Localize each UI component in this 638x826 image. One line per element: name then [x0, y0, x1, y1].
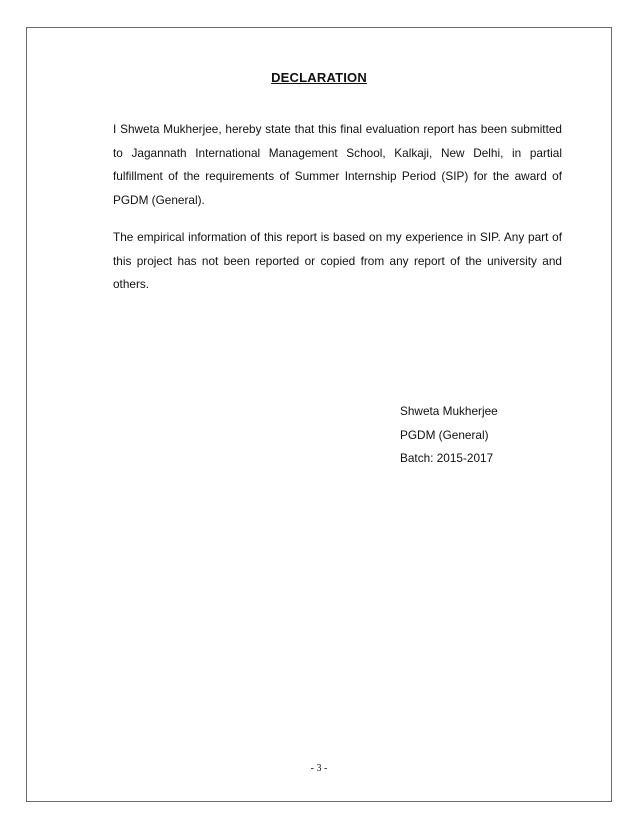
declaration-paragraph-1: I Shweta Mukherjee, hereby state that this final evaluation report has been submitted to Jagannath International Management School, Kalkaji, New Delhi, in partial fulfillment of the requirements of Summer Internship Period (SIP) for the award of PGDM (General). [113, 122, 562, 207]
page-number: - 3 - [310, 763, 328, 774]
signatory-program: PGDM (General) [400, 427, 489, 442]
signatory-batch: Batch: 2015-2017 [400, 451, 494, 465]
declaration-paragraph-2: The empirical information of this report is based on my experience in SIP. Any part of this project has not been reported or copied from any report of the university and others. [113, 230, 562, 291]
signature-block [400, 400, 498, 471]
signatory-name: Shweta Mukherjee [400, 404, 498, 418]
declaration-title: DECLARATION [271, 70, 367, 85]
